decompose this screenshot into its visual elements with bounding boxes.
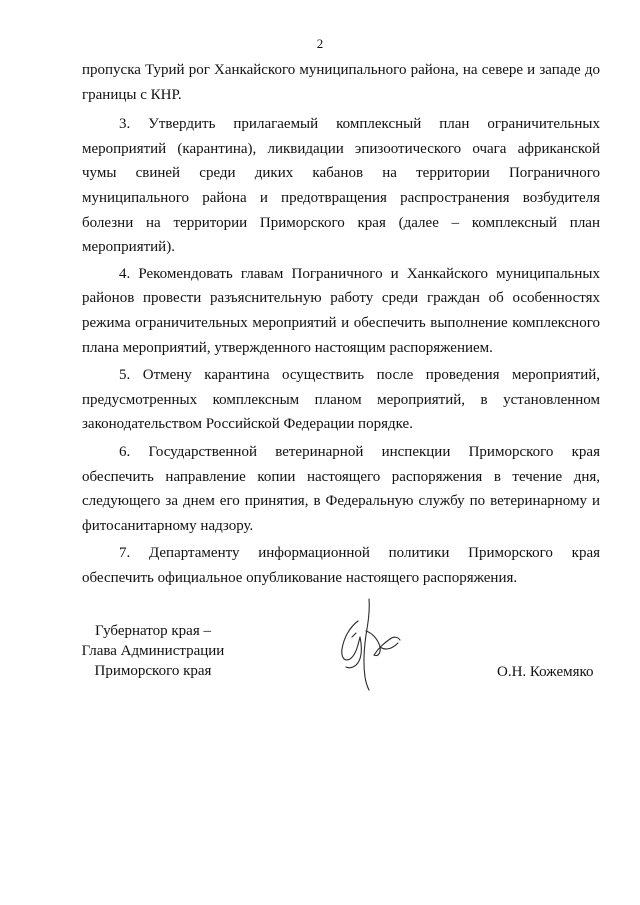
paragraph-item-6: 6. Государственной ветеринарной инспекции Приморского края обеспечить направление копии настоящего распоряжения в течение дня, следующего за днем его принятия, в Федеральную службу по ветеринарному и фитосанитарному надзору. <box>82 443 600 534</box>
signatory-title <box>78 621 228 681</box>
paragraph-item-5: 5. Отмену карантина осуществить после проведения мероприятий, предусмотренных комплексным планом мероприятий, в установленном законодательством Российской Федерации порядке. <box>82 367 600 433</box>
signature-block <box>0 621 640 701</box>
page-number: 2 <box>316 36 324 51</box>
paragraph-item-7: 7. Департаменту информационной политики Приморского края обеспечить официальное опубликование настоящего распоряжения. <box>82 545 600 586</box>
paragraph-item-4: 4. Рекомендовать главам Пограничного и Ханкайского муниципальных районов провести разъяснительную работу среди граждан об особенностях режима ограничительных мероприятий и обеспечить выполнение комплексного плана мероприятий, утвержденного настоящим распоряжением. <box>82 265 600 356</box>
document-body <box>82 58 600 590</box>
paragraph-item-3: 3. Утвердить прилагаемый комплексный план ограничительных мероприятий (карантина), ликвидации эпизоотического очага африканской чумы свиней среди диких кабанов на территории Пограничного муниципального района и предотвращения распространения возбудителя болезни на территории Приморского края (далее – комплексный план мероприятий). <box>82 116 600 256</box>
paragraph-continuation: пропуска Турий рог Ханкайского муниципального района, на севере и западе до границы с КНР. <box>82 62 600 103</box>
signatory-title-line: Приморского края <box>94 663 212 679</box>
handwritten-signature <box>328 597 408 691</box>
signatory-title-line: Глава Администрации <box>81 643 225 659</box>
signatory-name: О.Н. Кожемяко <box>497 664 594 680</box>
signatory-title-line: Губернатор края – <box>95 623 211 639</box>
